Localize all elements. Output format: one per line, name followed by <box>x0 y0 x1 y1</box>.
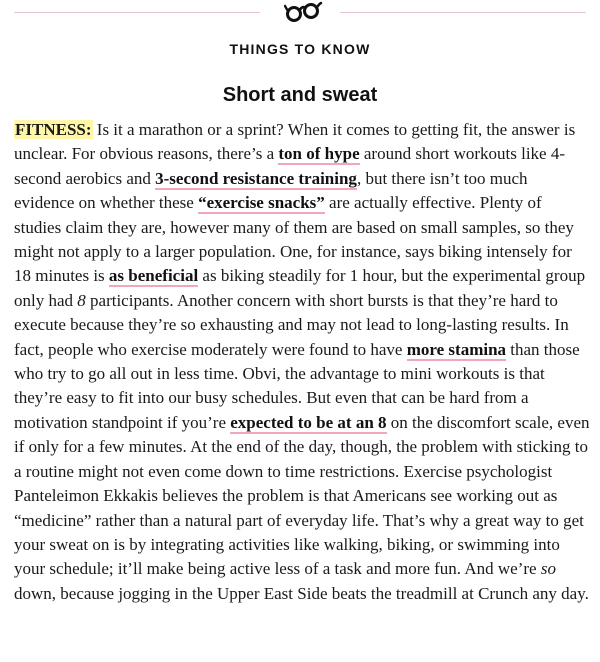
link-expected-to-be-at-an-8[interactable]: expected to be at an 8 <box>230 412 387 432</box>
header-rule-right <box>340 12 586 13</box>
body-text: as biking steadily for 1 hour, but the experimental group only had <box>14 266 586 310</box>
header-rule-left <box>14 12 260 13</box>
kicker-label: FITNESS: <box>15 120 92 139</box>
article-headline: Short and sweat <box>222 84 378 106</box>
body-text: than those who try to go all out in less time. Obvi, the advantage to mini workouts is that they’re easy to fit into our busy schedules. But even that can be hard from a motivation standpoint if you’re <box>14 339 580 432</box>
link-as-beneficial[interactable]: as beneficial <box>108 266 199 286</box>
emphasis-word: so <box>540 559 556 579</box>
body-text: , but there isn’t too much evidence on whether these <box>14 168 528 213</box>
body-text: are actually effective. Plenty of studies claim they are, however many of them are based on small samples, so they might not apply to a larger population. One, for instance, says biking intensely for 18 minutes is <box>14 193 574 286</box>
article-paragraph <box>14 118 590 606</box>
link-exercise-snacks[interactable]: “exercise snacks” <box>198 193 325 213</box>
link-ton-of-hype[interactable]: ton of hype <box>278 144 360 164</box>
glasses-icon <box>284 0 324 24</box>
body-text: on the discomfort scale, even if only for a few minutes. At the end of the day, though, the problem with sticking to a routine might not even come down to time restrictions. Exercise psychologist Panteleimon Ekkakis believes the problem is that Americans see working out as “medicine” rather than a natural part of everyday life. That’s why a great way to get your sweat on is by integrating activities like walking, biking, or swimming into your schedule; it’ll make being active less of a task and more fun. And we’re <box>14 412 590 579</box>
section-label: THINGS TO KNOW <box>229 41 371 57</box>
emphasis-number: 8 <box>77 290 86 310</box>
body-text: participants. Another concern with short bursts is that they’re hard to execute because they’re so exhausting and may not lead to long-lasting results. In fact, people who exercise moderately were found to have <box>14 290 569 359</box>
link-resistance-training[interactable]: 3-second resistance training <box>155 168 357 188</box>
article-body <box>14 118 590 606</box>
body-text: Is it a marathon or a sprint? When it comes to getting fit, the answer is unclear. For obvious reasons, there’s a <box>14 120 576 164</box>
body-text: around short workouts like 4-second aerobics and <box>14 144 566 188</box>
body-text: down, because jogging in the Upper East Side beats the treadmill at Crunch any day. <box>14 583 589 603</box>
header-ornament <box>0 0 600 30</box>
link-more-stamina[interactable]: more stamina <box>406 339 507 359</box>
